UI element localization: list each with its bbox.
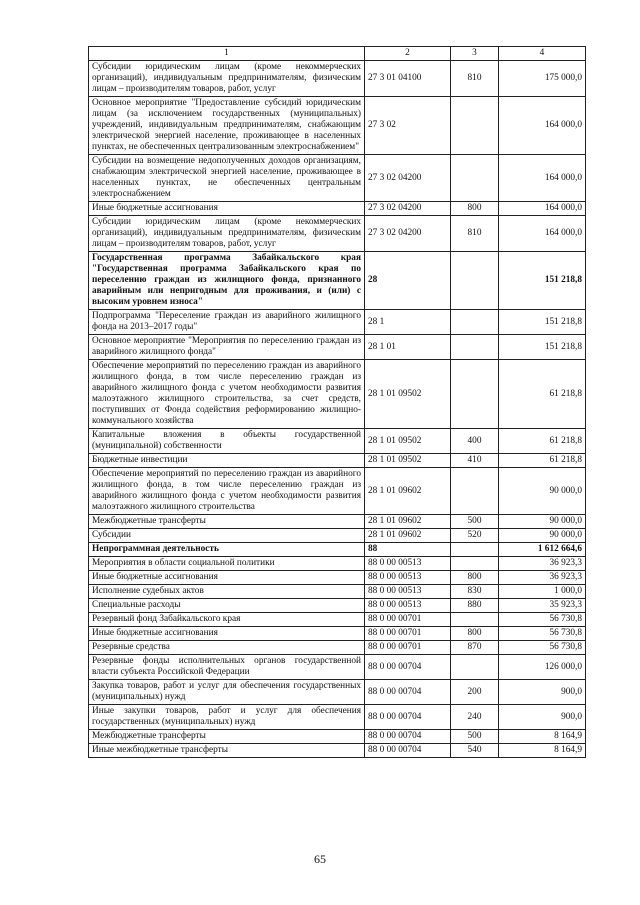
table-row bbox=[89, 571, 586, 585]
cell-name: Субсидии юридическим лицам (кроме некоммерческих организаций), индивидуальным предпринимателям, физическим лицам – производителям товаров, работ, услуг bbox=[89, 216, 365, 252]
table-row bbox=[89, 655, 586, 680]
cell-kvr bbox=[451, 655, 499, 680]
cell-kvr: 870 bbox=[451, 641, 499, 655]
table-row bbox=[89, 529, 586, 543]
cell-code: 28 1 01 09602 bbox=[365, 468, 451, 515]
table-row bbox=[89, 429, 586, 454]
table-row bbox=[89, 613, 586, 627]
header-cell-3: 3 bbox=[451, 47, 499, 61]
cell-code: 28 1 01 09502 bbox=[365, 360, 451, 429]
cell-name: Резервные фонды исполнительных органов государственной власти субъекта Российской Федерации bbox=[89, 655, 365, 680]
cell-kvr bbox=[451, 97, 499, 155]
cell-code: 27 3 02 04200 bbox=[365, 216, 451, 252]
cell-code: 88 0 00 00513 bbox=[365, 599, 451, 613]
cell-amount: 151 218,8 bbox=[499, 335, 586, 360]
table-row bbox=[89, 202, 586, 216]
cell-amount: 56 730,8 bbox=[499, 641, 586, 655]
cell-kvr bbox=[451, 613, 499, 627]
cell-kvr: 880 bbox=[451, 599, 499, 613]
cell-name: Межбюджетные трансферты bbox=[89, 515, 365, 529]
cell-amount: 164 000,0 bbox=[499, 97, 586, 155]
cell-amount: 8 164,9 bbox=[499, 744, 586, 758]
cell-kvr: 800 bbox=[451, 202, 499, 216]
cell-name: Непрограммная деятельность bbox=[89, 543, 365, 557]
table-row bbox=[89, 680, 586, 705]
cell-amount: 90 000,0 bbox=[499, 468, 586, 515]
cell-kvr bbox=[451, 335, 499, 360]
cell-name: Иные бюджетные ассигнования bbox=[89, 571, 365, 585]
cell-kvr bbox=[451, 155, 499, 202]
cell-amount: 164 000,0 bbox=[499, 202, 586, 216]
cell-kvr bbox=[451, 252, 499, 310]
cell-name: Подпрограмма "Переселение граждан из аварийного жилищного фонда на 2013–2017 годы" bbox=[89, 310, 365, 335]
table-row bbox=[89, 61, 586, 97]
cell-name: Обеспечение мероприятий по переселению граждан из аварийного жилищного фонда, в том числе переселению граждан из аварийного жилищного фонда с учетом необходимости развития малоэтажного жилищного строительства bbox=[89, 468, 365, 515]
page-number: 65 bbox=[314, 852, 326, 866]
cell-amount: 175 000,0 bbox=[499, 61, 586, 97]
cell-code: 88 0 00 00704 bbox=[365, 680, 451, 705]
cell-kvr: 240 bbox=[451, 705, 499, 730]
cell-kvr: 810 bbox=[451, 61, 499, 97]
table-row bbox=[89, 557, 586, 571]
cell-name: Закупка товаров, работ и услуг для обеспечения государственных (муниципальных) нужд bbox=[89, 680, 365, 705]
cell-amount: 151 218,8 bbox=[499, 252, 586, 310]
cell-code: 28 1 01 09602 bbox=[365, 529, 451, 543]
cell-kvr bbox=[451, 468, 499, 515]
table-row bbox=[89, 155, 586, 202]
cell-amount: 8 164,9 bbox=[499, 730, 586, 744]
table-row bbox=[89, 627, 586, 641]
cell-name: Основное мероприятие "Мероприятия по переселению граждан из аварийного жилищного фонда" bbox=[89, 335, 365, 360]
table-row bbox=[89, 360, 586, 429]
cell-code: 88 bbox=[365, 543, 451, 557]
cell-name: Государственная программа Забайкальского края "Государственная программа Забайкальского края по переселению граждан из жилищного фонда, признанного аварийным или непригодным для проживания, и (или) с высоким уровнем износа" bbox=[89, 252, 365, 310]
cell-code: 28 1 01 09502 bbox=[365, 429, 451, 454]
table-row bbox=[89, 97, 586, 155]
cell-code: 88 0 00 00513 bbox=[365, 557, 451, 571]
cell-amount: 56 730,8 bbox=[499, 627, 586, 641]
table-row bbox=[89, 310, 586, 335]
cell-name: Мероприятия в области социальной политики bbox=[89, 557, 365, 571]
cell-code: 28 1 bbox=[365, 310, 451, 335]
cell-amount: 900,0 bbox=[499, 680, 586, 705]
cell-amount: 35 923,3 bbox=[499, 599, 586, 613]
cell-amount: 1 000,0 bbox=[499, 585, 586, 599]
cell-code: 88 0 00 00701 bbox=[365, 641, 451, 655]
table-row bbox=[89, 515, 586, 529]
cell-kvr: 200 bbox=[451, 680, 499, 705]
cell-code: 88 0 00 00701 bbox=[365, 627, 451, 641]
header-row bbox=[89, 47, 586, 61]
cell-name: Иные бюджетные ассигнования bbox=[89, 202, 365, 216]
cell-amount: 900,0 bbox=[499, 705, 586, 730]
cell-kvr: 520 bbox=[451, 529, 499, 543]
cell-name: Резервные средства bbox=[89, 641, 365, 655]
cell-code: 27 3 02 04200 bbox=[365, 202, 451, 216]
cell-amount: 1 612 664,6 bbox=[499, 543, 586, 557]
cell-kvr: 800 bbox=[451, 627, 499, 641]
cell-name: Бюджетные инвестиции bbox=[89, 454, 365, 468]
cell-amount: 90 000,0 bbox=[499, 529, 586, 543]
cell-amount: 56 730,8 bbox=[499, 613, 586, 627]
cell-kvr: 500 bbox=[451, 515, 499, 529]
cell-amount: 164 000,0 bbox=[499, 216, 586, 252]
table-body bbox=[89, 61, 586, 758]
table-row bbox=[89, 641, 586, 655]
cell-name: Резервный фонд Забайкальского края bbox=[89, 613, 365, 627]
cell-name: Иные закупки товаров, работ и услуг для обеспечения государственных (муниципальных) нужд bbox=[89, 705, 365, 730]
header-cell-4: 4 bbox=[499, 47, 586, 61]
cell-name: Субсидии юридическим лицам (кроме некоммерческих организаций), индивидуальным предпринимателям, физическим лицам – производителям товаров, работ, услуг bbox=[89, 61, 365, 97]
table-row bbox=[89, 468, 586, 515]
cell-code: 88 0 00 00701 bbox=[365, 613, 451, 627]
cell-kvr: 400 bbox=[451, 429, 499, 454]
cell-code: 88 0 00 00513 bbox=[365, 571, 451, 585]
table-row bbox=[89, 730, 586, 744]
cell-code: 28 1 01 09602 bbox=[365, 515, 451, 529]
table-row bbox=[89, 744, 586, 758]
cell-amount: 61 218,8 bbox=[499, 454, 586, 468]
cell-kvr: 810 bbox=[451, 216, 499, 252]
cell-kvr bbox=[451, 360, 499, 429]
cell-kvr bbox=[451, 557, 499, 571]
cell-amount: 36 923,3 bbox=[499, 571, 586, 585]
cell-name: Иные межбюджетные трансферты bbox=[89, 744, 365, 758]
header-cell-1: 1 bbox=[89, 47, 365, 61]
cell-name: Исполнение судебных актов bbox=[89, 585, 365, 599]
cell-code: 88 0 00 00704 bbox=[365, 705, 451, 730]
cell-name: Основное мероприятие "Предоставление субсидий юридическим лицам (за исключением государственных (муниципальных) учреждений, индивидуальным предпринимателям, снабжающим электрической энергией население, проживающее в населенных пунктах, не обеспеченных централизованным электроснабжением" bbox=[89, 97, 365, 155]
cell-name: Обеспечение мероприятий по переселению граждан из аварийного жилищного фонда, в том числе переселению граждан из аварийного жилищного фонда с учетом необходимости развития малоэтажного жилищного строительства, за счет средств, поступивших от Фонда содействия реформированию жилищно-коммунального хозяйства bbox=[89, 360, 365, 429]
cell-code: 28 1 01 bbox=[365, 335, 451, 360]
cell-code: 88 0 00 00704 bbox=[365, 730, 451, 744]
cell-amount: 151 218,8 bbox=[499, 310, 586, 335]
header-cell-2: 2 bbox=[365, 47, 451, 61]
table-row bbox=[89, 252, 586, 310]
table-row bbox=[89, 216, 586, 252]
cell-name: Специальные расходы bbox=[89, 599, 365, 613]
cell-amount: 61 218,8 bbox=[499, 360, 586, 429]
cell-kvr: 800 bbox=[451, 571, 499, 585]
table-row bbox=[89, 599, 586, 613]
cell-name: Субсидии на возмещение недополученных доходов организациям, снабжающим электрической энергией население, проживающее в населенных пунктах, не обеспеченных центральным электроснабжением bbox=[89, 155, 365, 202]
cell-kvr: 500 bbox=[451, 730, 499, 744]
cell-amount: 164 000,0 bbox=[499, 155, 586, 202]
cell-amount: 61 218,8 bbox=[499, 429, 586, 454]
cell-code: 27 3 02 bbox=[365, 97, 451, 155]
cell-name: Межбюджетные трансферты bbox=[89, 730, 365, 744]
budget-table bbox=[88, 46, 586, 758]
cell-code: 28 1 01 09502 bbox=[365, 454, 451, 468]
cell-name: Иные бюджетные ассигнования bbox=[89, 627, 365, 641]
cell-amount: 90 000,0 bbox=[499, 515, 586, 529]
cell-kvr: 410 bbox=[451, 454, 499, 468]
cell-kvr: 540 bbox=[451, 744, 499, 758]
cell-code: 88 0 00 00513 bbox=[365, 585, 451, 599]
cell-name: Капитальные вложения в объекты государственной (муниципальной) собственности bbox=[89, 429, 365, 454]
table-row bbox=[89, 585, 586, 599]
table-row bbox=[89, 335, 586, 360]
cell-kvr bbox=[451, 543, 499, 557]
cell-code: 27 3 02 04200 bbox=[365, 155, 451, 202]
cell-code: 27 3 01 04100 bbox=[365, 61, 451, 97]
table-row bbox=[89, 705, 586, 730]
cell-name: Субсидии bbox=[89, 529, 365, 543]
cell-code: 28 bbox=[365, 252, 451, 310]
cell-code: 88 0 00 00704 bbox=[365, 655, 451, 680]
table-row bbox=[89, 454, 586, 468]
table-row bbox=[89, 543, 586, 557]
cell-amount: 126 000,0 bbox=[499, 655, 586, 680]
cell-kvr: 830 bbox=[451, 585, 499, 599]
cell-kvr bbox=[451, 310, 499, 335]
cell-code: 88 0 00 00704 bbox=[365, 744, 451, 758]
cell-amount: 36 923,3 bbox=[499, 557, 586, 571]
